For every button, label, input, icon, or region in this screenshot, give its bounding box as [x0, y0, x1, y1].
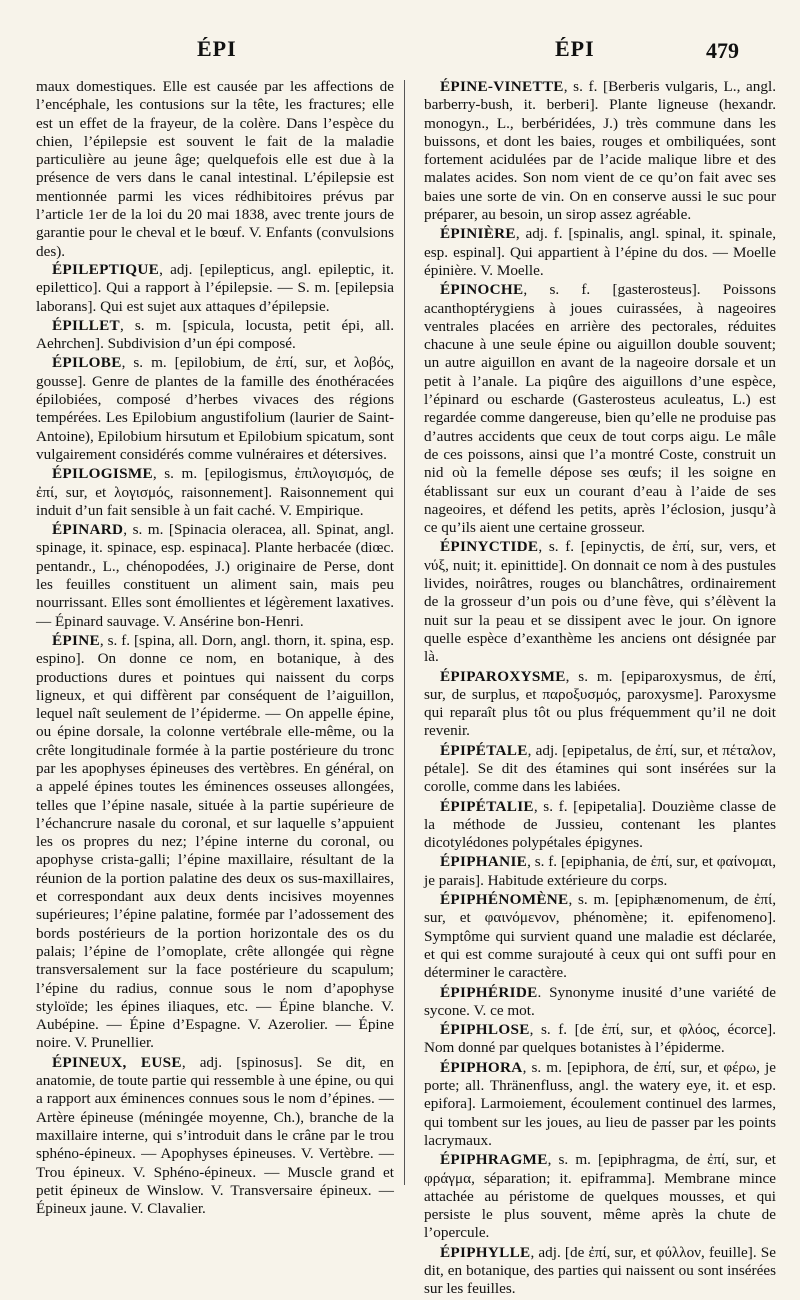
entry-headword: ÉPIPAROXYSME [440, 667, 566, 685]
entry-headword: ÉPIPÉTALIE [440, 797, 534, 815]
running-head-left: ÉPI [197, 36, 237, 61]
dictionary-entry [424, 1244, 776, 1299]
dictionary-entry [424, 1059, 776, 1150]
entry-headword: ÉPIPHYLLE [440, 1243, 531, 1261]
dictionary-entry [424, 798, 776, 853]
entry-headword: ÉPILOBE [52, 354, 122, 372]
dictionary-entry [424, 853, 776, 890]
entry-headword: ÉPILLET [52, 316, 120, 334]
dictionary-entry [424, 538, 776, 666]
dictionary-entry [424, 1151, 776, 1242]
entry-definition: , s. f. [epipetalia]. Douzième classe de la méthode de Jussieu, contenant les plantes dicotylédones polypétales épigynes. [424, 797, 776, 852]
continued-entry-text: maux domestiques. Elle est causée par les affections de l’encéphale, les contusions sur la tête, les fractures; elle est un effet de la frayeur, de la colère. Dans l’espèce du chien, l’épilepsie est souvent le fait de la maladie particulière au jeune âge; quelquefois elle est due à la présence de vers dans le canal intestinal. L’épilepsie est mentionnée parmi les vices rédhibitoires prévus par l’article 1er de la loi du 20 mai 1838, avec trente jours de garantie pour le cheval et le bœuf. V. Enfants (convulsions des). [36, 78, 394, 260]
dictionary-entry [424, 668, 776, 741]
entry-definition: , s. f. [epiphania, de ἐπί, sur, et φαίνομαι, je parais]. Habitude extérieure du corps. [424, 853, 776, 889]
entry-definition: , s. m. [epiparoxysmus, de ἐπί, sur, de surplus, et παροξυσμός, paroxysme]. Paroxysme qui reparaît plus tôt ou plus fréquemment qu’il ne doit revenir. [424, 667, 776, 740]
entry-definition: , adj. [de ἐπί, sur, et φύλλον, feuille]. Se dit, en botanique, des parties qui naissent ou sont insérées sur les feuilles. [424, 1243, 776, 1298]
dictionary-entry [424, 891, 776, 982]
entry-definition: , s. m. [epilobium, de ἐπί, sur, et λοβός, gousse]. Genre de plantes de la famille des énothéracées épilobiées, composé d’herbes vivaces des régions tempérées. Les Epilobium angustifolium (laurier de Saint-Antoine), Epilobium hirsutum et Epilobium spicatum, sont vulgairement considérés comme vulnéraires et détersives. [36, 354, 394, 463]
entry-headword: ÉPINIÈRE [440, 225, 516, 243]
entry-definition: , s. f. [spina, all. Dorn, angl. thorn, it. spina, esp. espino]. On donne ce nom, en botanique, à des productions dures et pointues qui naissent du corps ligneux, et qui diffèrent par conséquent de l’aiguillon, lequel naît seulement de l’épiderme. — On appelle épine, ou épine dorsale, la colonne vertébrale elle-même, ou la crête longitudinale formée à la partie postérieure du tronc par les apophyses épineuses des vertèbres. En général, on a appelé épines toutes les éminences osseuses allongées, telles que l’épine nasale, située à la partie supérieure de l’échancrure nasale du coronal, et sur laquelle s’appuient les os propres du nez; l’épine interne du coronal, ou apophyse crista-galli; l’épine maxillaire, résultant de la réunion de la portion palatine des deux os sus-maxillaires, et correspondant aux deux dents incisives moyennes supérieures; l’épine palatine, formée par l’adossement des bords postérieurs de la portion horizontale des os du palais; l’épine de l’omoplate, crête allongée qui règne transversalement sur la face postérieure du scapulum; l’épine du radius, connue sous le nom d’apophyse styloïde; les épines iliaques, etc. — Épine blanche. V. Aubépine. — Épine d’Espagne. V. Azerolier. — Épine noire. V. Prunellier. [36, 631, 394, 1052]
entry-headword: ÉPIPHORA [440, 1058, 523, 1076]
entry-definition: , s. f. [gasterosteus]. Poissons acanthoptérygiens à joues cuirassées, à nageoires ventrales placées en arrière des pectorales, réduites chacune à une seule épine ou aiguillon double souvent; un autre aiguillon en avant de la nageoire dorsale et un petit à l’anale. La piqûre des aiguillons d’une espèce, l’épinard ou escharde (Gasterosteus aculeatus, L.) est regardée comme dangereuse, bien qu’elle ne produise pas d’autres accidents que ceux de tout corps aigu. Le mâle de ces poissons, ainsi que l’a montré Coste, construit un nid où la femelle dépose ses œufs; il les soigne en établissant sur eux un courant d’eau à l’aide de ses nageoires, et défend les petits, après l’éclosion, jusqu’à ce qu’ils aient une certaine grosseur. [424, 281, 776, 537]
entry-definition: , s. m. [epiphænomenum, de ἐπί, sur, et φαινόμενον, phénomène; it. epifenomeno]. Symptôme qui survient quand une maladie est déclarée, et qui est comme surajouté à ceux qui ont suffi pour en déterminer le caractère. [424, 891, 776, 982]
dictionary-entry [36, 465, 394, 520]
entry-definition: , s. f. [epinyctis, de ἐπί, sur, vers, et νύξ, nuit; it. epinittide]. On donnait ce nom à des pustules livides, noirâtres, rouges ou blanchâtres, ordinairement de la grosseur d’un pois ou d’une fève, qui s’élèvent la nuit sur la peau et se dissipent avec le jour. On ignore quelle espèce d’exanthème les anciens ont désignée par là. [424, 538, 776, 666]
entry-headword: ÉPINE-VINETTE [440, 78, 564, 95]
dictionary-entry [424, 281, 776, 537]
entry-headword: ÉPINARD [52, 521, 124, 539]
dictionary-entry [36, 354, 394, 464]
entry-definition: , s. f. [de ἐπί, sur, et φλόος, écorce]. Nom donné par quelques botanistes à l’épiderme. [424, 1021, 776, 1057]
dictionary-entry [424, 1021, 776, 1058]
entry-definition: , adj. [spinosus]. Se dit, en anatomie, de toute partie qui ressemble à une épine, ou qui a rapport aux éminences connues sous le nom d’épines. — Artère épineuse (méningée moyenne, Ch.), branche de la maxillaire interne, qui s’introduit dans le crâne par le trou sphéno-épineux. — Apophyses épineuses. V. Vertèbre. — Trou épineux. V. Sphéno-épineux. — Muscle grand et petit épineux de Winslow. V. Transversaire épineux. — Épineux jaune. V. Clavalier. [36, 1053, 394, 1218]
entry-definition: , s. m. [epiphora, de ἐπί, sur, et φέρω, je porte; all. Thränenfluss, angl. the watery eye, it. et esp. epifora]. Larmoiement, écoulement continuel des larmes, qui tombent sur les joues, au lieu de passer par les points lacrymaux. [424, 1058, 776, 1149]
entry-headword: ÉPIPHLOSE [440, 1021, 530, 1039]
left-column [36, 78, 394, 1219]
entry-definition: , s. m. [epiphragma, de ἐπί, sur, et φράγμα, séparation; it. epiframma]. Membrane mince attachée au péristome de quelques mousses, et qui persiste le plus souvent, même après la chute de l’opercule. [424, 1151, 776, 1242]
entry-definition: , s. m. [epilogismus, ἐπιλογισμός, de ἐπί, sur, et λογισμός, raisonnement]. Raisonnement qui induit d’un fait sensible à un fait caché. V. Empirique. [36, 465, 394, 519]
entry-headword: ÉPIPHÉNOMÈNE [440, 891, 569, 909]
entry-definition: , adj. [epipetalus, de ἐπί, sur, et πέταλον, pétale]. Se dit des étamines qui sont insérées sur la corolle, comme dans les labiées. [424, 741, 776, 796]
entry-headword: ÉPIPHRAGME [440, 1151, 548, 1169]
entry-headword: ÉPINOCHE [440, 281, 524, 299]
dictionary-entry [36, 261, 394, 316]
dictionary-entry [424, 984, 776, 1021]
dictionary-entry [424, 78, 776, 224]
entry-headword: ÉPILOGISME [52, 465, 153, 483]
entry-headword: ÉPINEUX, EUSE [52, 1053, 182, 1071]
entry-definition: , s. f. [Berberis vulgaris, L., angl. barberry-bush, it. berberi]. Plante ligneuse (hexandr. monogyn., L., berbéridées, J.) très commune dans les buissons, et dont les baies, rouges et ombiliquées, sont fortement acidulées par de l’acide malique libre et des malates acides. Son nom vient de ce qu’on fait avec ses baies une sorte de vin. On en conserve aussi le suc pour préparer, au besoin, un sirop assez agréable. [424, 78, 776, 224]
dictionary-entry [424, 742, 776, 797]
entry-headword: ÉPIPHANIE [440, 853, 528, 871]
entry-definition: , s. m. [spicula, locusta, petit épi, all. Aehrchen]. Subdivision d’un épi composé. [36, 316, 394, 353]
dictionary-entry [36, 632, 394, 1053]
dictionary-entry [424, 225, 776, 280]
entry-definition: , s. m. [Spinacia oleracea, all. Spinat, angl. spinage, it. spinace, esp. espinaca]. Plante herbacée (diœc. pentandr., L., chénopodées, J.) originaire de Perse, dont les feuilles constituent un aliment sain, mais peu nourrissant. Elles sont émollientes et légèrement laxatives. — Épinard sauvage. V. Ansérine bon-Henri. [36, 521, 394, 630]
right-column [424, 78, 776, 1300]
entry-headword: ÉPINYCTIDE [440, 538, 539, 556]
entry-definition: , adj. [epilepticus, angl. epileptic, it. epilettico]. Qui a rapport à l’épilepsie. — S. m. [epilepsia laborans]. Qui est sujet aux attaques d’épilepsie. [36, 260, 394, 315]
page-number: 479 [706, 38, 739, 63]
entry-headword: ÉPINE [52, 631, 100, 649]
dictionary-entry [36, 1054, 394, 1219]
column-divider [404, 80, 405, 1185]
entry-headword: ÉPIPHÉRIDE [440, 983, 538, 1001]
entry-definition: , adj. f. [spinalis, angl. spinal, it. spinale, esp. espinal]. Qui appartient à l’épine du dos. — Moelle épinière. V. Moelle. [424, 225, 776, 279]
entry-headword: ÉPILEPTIQUE [52, 260, 160, 278]
dictionary-entry [36, 521, 394, 631]
entry-headword: ÉPIPÉTALE [440, 741, 528, 759]
running-head-right: ÉPI [555, 36, 595, 61]
dictionary-entry [36, 317, 394, 354]
entry-definition: . Synonyme inusité d’une variété de sycone. V. ce mot. [424, 983, 776, 1019]
